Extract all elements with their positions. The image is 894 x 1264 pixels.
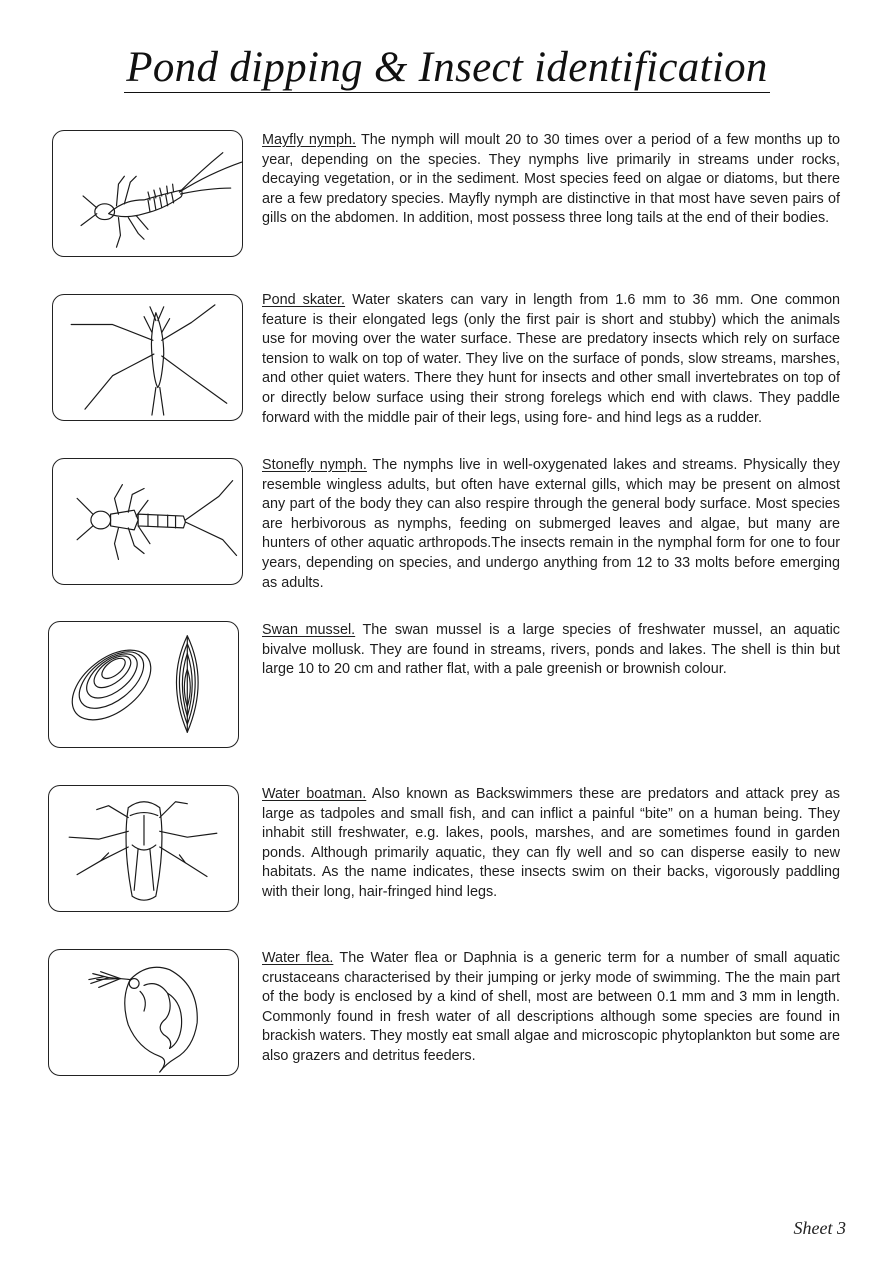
entry-name: Stonefly nymph. bbox=[262, 457, 367, 473]
entry-description bbox=[262, 456, 840, 593]
entry-name: Mayfly nymph. bbox=[262, 132, 357, 148]
entry-name: Swan mussel. bbox=[262, 622, 356, 638]
entry-description bbox=[262, 131, 840, 229]
entry-text: Water skaters can vary in length from 1.6 mm to 36 mm. One common feature is their elongated legs (only the first pair is short and stubby) which the animals use for moving over the water surface. These are predatory insects which rely on surface tension to walk on top of water. They live on the surface of ponds, slow streams, marshes, and other quiet waters. There they hunt for insects and other small invertebrates on top of or directly below surface using their strong forelegs which end with claws. They paddle forward with the middle pair of their legs, using fore- and hind legs as a rudder. bbox=[262, 292, 841, 426]
entry-description bbox=[262, 621, 840, 680]
swan-mussel-illustration bbox=[48, 621, 239, 748]
water-flea-illustration bbox=[48, 949, 239, 1076]
pond-skater-illustration bbox=[52, 294, 243, 421]
entry-name: Pond skater. bbox=[262, 292, 346, 308]
water-boatman-illustration bbox=[48, 785, 239, 912]
entry-name: Water flea. bbox=[262, 950, 334, 966]
entry-description bbox=[262, 785, 840, 903]
page-footer: Sheet 3 bbox=[793, 1218, 846, 1238]
entry-text: The nymphs live in well-oxygenated lakes and streams. Physically they resemble wingless adults, but often have external gills, which may be present on almost any part of the body they can also respire through the general body surface. Most species are herbivorous as nymphs, feeding on submerged leaves and algae, but many are hunters of other aquatic arthropods.The insects remain in the nymphal form for one to four years, depending on species, and undergo anything from 12 to 33 molts before emerging as adults. bbox=[262, 457, 841, 591]
entry-name: Water boatman. bbox=[262, 786, 367, 802]
entry-text: The Water flea or Daphnia is a generic term for a number of small aquatic crustaceans characterised by their jumping or jerky mode of swimming. The the main part of the body is enclosed by a kind of shell, most are between 0.1 mm and 3 mm in length. Commonly found in fresh water of all descriptions although some species are found in brackish waters. They mostly eat small algae and microscopic phytoplankton but some are also grazers and detritus feeders. bbox=[262, 950, 840, 1064]
entry-text: The swan mussel is a large species of freshwater mussel, an aquatic bivalve mollusk. They are found in streams, rivers, ponds and lakes. The shell is thin but large 10 to 20 cm and rather flat, with a pale greenish or brownish colour. bbox=[262, 622, 841, 678]
entry-description bbox=[262, 291, 840, 428]
entry-text: Also known as Backswimmers these are predators and attack prey as large as tadpoles and small fish, and can inflict a painful “bite” on a human being. They inhabit still freshwater, e.g. lakes, pools, marshes, and are sometimes found in garden ponds. Although primarily aquatic, they can fly well and so can disperse easily to new habitats. As the name indicates, these insects swim on their backs, vigorously paddling with their long, hair-fringed hind legs. bbox=[262, 786, 840, 900]
entry-description bbox=[262, 949, 840, 1067]
mayfly-nymph-illustration bbox=[52, 130, 243, 257]
entry-text: The nymph will moult 20 to 30 times over a period of a few months up to year, depending on the species. They nymphs live primarily in streams under rocks, decaying vegetation, or in the sediment. Most species feed on algae or diatoms, but there are a few predatory species. Mayfly nymph are distinctive in that most have seven pairs of gills on the abdomen. In addition, most possess three long tails at the end of their bodies. bbox=[262, 132, 840, 227]
page-title bbox=[0, 42, 894, 94]
page-title-text: Pond dipping & Insect identification bbox=[126, 44, 768, 91]
stonefly-nymph-illustration bbox=[52, 458, 243, 585]
